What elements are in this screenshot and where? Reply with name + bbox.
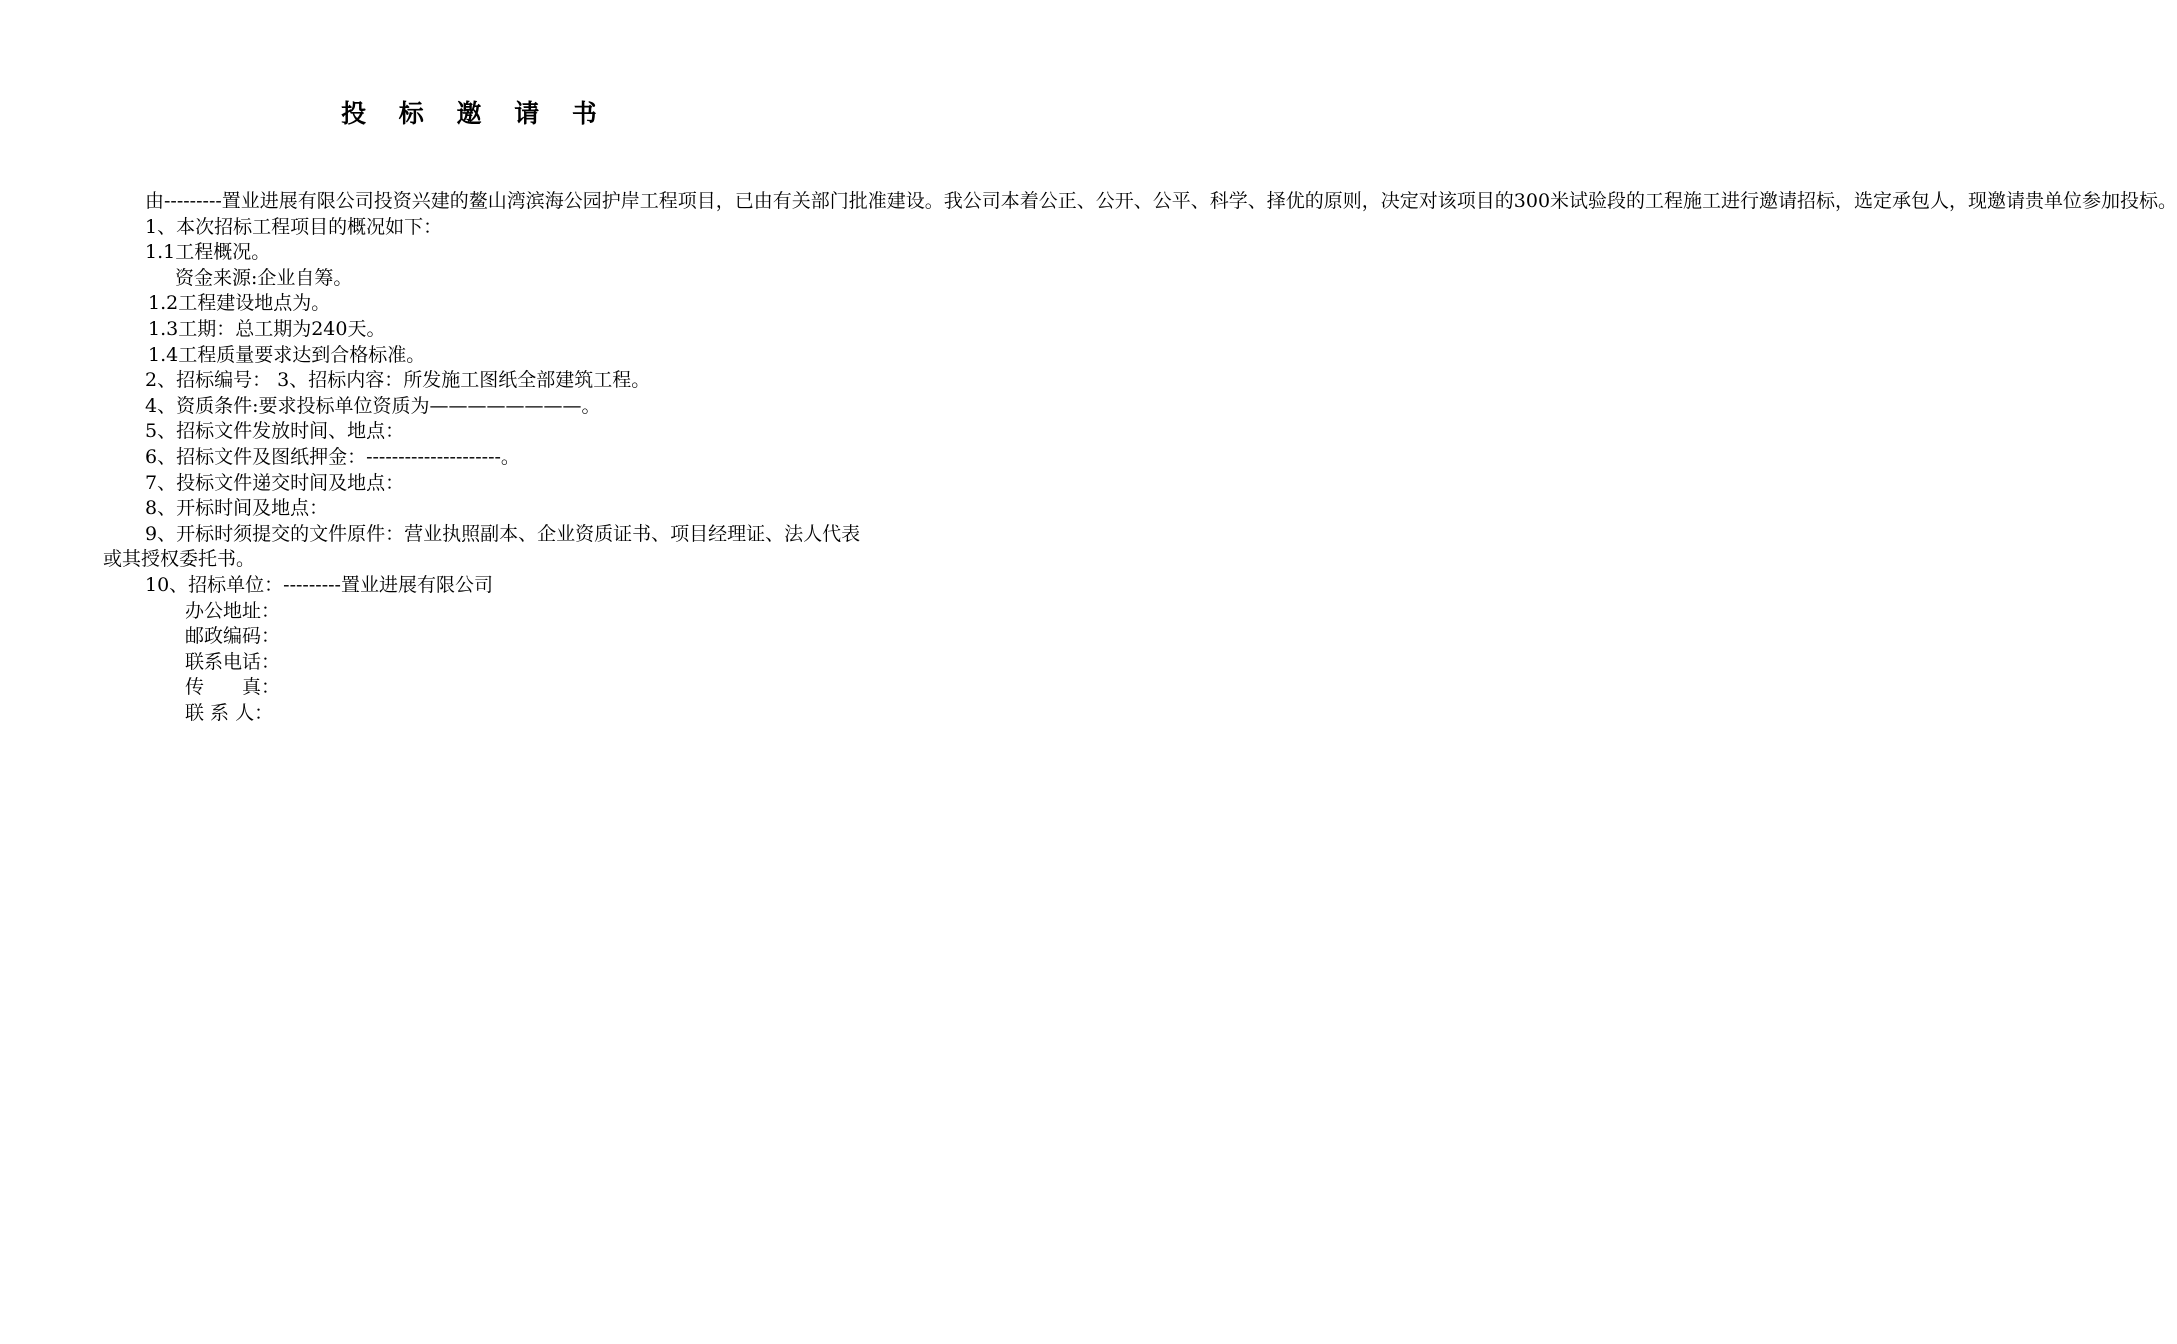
- intro-paragraph: 由---------置业进展有限公司投资兴建的鳌山湾滨海公园护岸工程项目，已由有关部门批准建设。我公司本着公正、公开、公平、科学、择优的原则，决定对该项目的300米试验段的工程施工进行邀请招标，选定承包人，现邀请贵单位参加投标。: [145, 190, 2177, 212]
- contact-fax: 传 真：: [185, 676, 281, 699]
- funding-source: 资金来源:企业自筹。: [175, 266, 353, 289]
- item-7: 7、投标文件递交时间及地点：: [145, 471, 405, 494]
- contact-person: 联 系 人：: [185, 701, 274, 724]
- item-1-2: 1.2工程建设地点为。: [148, 292, 331, 315]
- item-4: 4、资质条件:要求投标单位资质为————————。: [145, 394, 601, 417]
- item-6: 6、招标文件及图纸押金：---------------------。: [145, 445, 520, 468]
- item-2-3: 2、招标编号： 3、招标内容：所发施工图纸全部建筑工程。: [145, 369, 651, 392]
- item-1-3: 1.3工期：总工期为240天。: [148, 317, 386, 340]
- item-1: 1、本次招标工程项目的概况如下：: [145, 215, 443, 238]
- document-body: [103, 189, 2177, 726]
- item-5: 5、招标文件发放时间、地点：: [145, 420, 405, 443]
- item-10: 10、招标单位：---------置业进展有限公司: [145, 573, 493, 596]
- item-1-1: 1.1工程概况。: [145, 241, 271, 264]
- item-8: 8、开标时间及地点：: [145, 497, 329, 520]
- contact-postcode: 邮政编码：: [185, 625, 281, 648]
- item-1-4: 1.4工程质量要求达到合格标准。: [148, 343, 426, 366]
- contact-phone: 联系电话：: [185, 650, 281, 673]
- document-title: 投 标 邀 请 书: [341, 99, 609, 128]
- item-9: 9、开标时须提交的文件原件：营业执照副本、企业资质证书、项目经理证、法人代表或其授权委托书。: [103, 522, 861, 571]
- contact-address: 办公地址：: [185, 599, 281, 622]
